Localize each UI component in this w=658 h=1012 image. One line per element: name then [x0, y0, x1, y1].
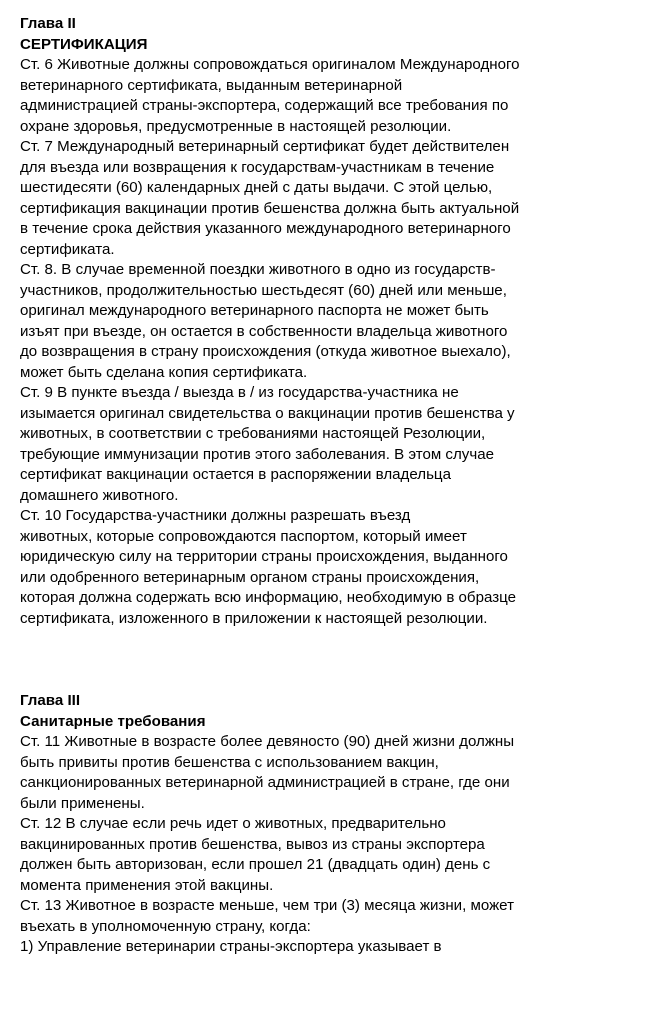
article-line: изымается оригинал свидетельства о вакцинации против бешенства у	[20, 404, 515, 422]
article-paragraph	[20, 260, 652, 383]
chapter-2-label: Глава II	[20, 15, 76, 32]
article-paragraph	[20, 137, 652, 260]
article-line: въехать в уполномоченную страну, когда:	[20, 917, 311, 935]
article-paragraph	[20, 55, 652, 137]
article-line: для въезда или возвращения к государствам-участникам в течение	[20, 158, 495, 176]
article-line: требующие иммунизации против этого заболевания. В этом случае	[20, 445, 494, 463]
article-line: Ст. 10 Государства-участники должны разрешать въезд	[20, 507, 411, 524]
article-line: изъят при въезде, он остается в собственности владельца животного	[20, 322, 508, 340]
section-gap	[20, 629, 652, 691]
document-page	[20, 14, 652, 958]
article-line: до возвращения в страну происхождения (откуда животное выехало),	[20, 343, 511, 360]
article-line: участников, продолжительностью шестьдесят (60) дней или меньше,	[20, 281, 507, 299]
article-paragraph	[20, 506, 652, 629]
article-line: момента применения этой вакцины.	[20, 876, 274, 894]
article-line: 1) Управление ветеринарии страны-экспортера указывает в	[20, 938, 442, 955]
article-line: животных, в соответствии с требованиями настоящей Резолюции,	[20, 425, 486, 442]
article-line: оригинал международного ветеринарного паспорта не может быть	[20, 302, 489, 319]
chapter-2-articles	[20, 55, 652, 629]
article-line: в течение срока действия указанного международного ветеринарного	[20, 220, 511, 237]
article-line: Ст. 6 Животные должны сопровождаться оригиналом Международного	[20, 56, 520, 73]
article-line: были применены.	[20, 794, 145, 812]
article-paragraph	[20, 814, 652, 896]
article-line: ветеринарного сертификата, выданным ветеринарной	[20, 76, 403, 94]
article-paragraph	[20, 896, 652, 958]
article-line: сертификата.	[20, 240, 115, 258]
article-line: сертификация вакцинации против бешенства должна быть актуальной	[20, 199, 520, 217]
article-line: домашнего животного.	[20, 486, 179, 504]
article-line: юридическую силу на территории страны происхождения, выданного	[20, 548, 508, 565]
article-line: Ст. 9 В пункте въезда / выезда в / из государства-участника не	[20, 384, 459, 401]
article-line: Ст. 13 Животное в возрасте меньше, чем три (3) месяца жизни, может	[20, 897, 514, 914]
article-line: вакцинированных против бешенства, вывоз из страны экспортера	[20, 835, 485, 853]
chapter-2	[20, 14, 652, 629]
article-line: Ст. 7 Международный ветеринарный сертификат будет действителен	[20, 138, 510, 155]
article-line: администрацией страны-экспортера, содержащий все требования по	[20, 97, 509, 114]
article-line: сертификат вакцинации остается в распоряжении владельца	[20, 466, 451, 483]
article-line: может быть сделана копия сертификата.	[20, 363, 308, 381]
article-line: животных, которые сопровождаются паспортом, который имеет	[20, 527, 467, 545]
article-line: охране здоровья, предусмотренные в настоящей резолюции.	[20, 117, 452, 135]
article-line: должен быть авторизован, если прошел 21 (двадцать один) день с	[20, 856, 491, 873]
article-line: которая должна содержать всю информацию, необходимую в образце	[20, 589, 516, 606]
article-line: или одобренного ветеринарным органом страны происхождения,	[20, 568, 480, 586]
chapter-3-title: Санитарные требования	[20, 712, 206, 730]
article-paragraph	[20, 732, 652, 814]
chapter-3-articles	[20, 732, 652, 958]
article-line: быть привиты против бешенства с использованием вакцин,	[20, 753, 439, 771]
article-line: Ст. 8. В случае временной поездки животного в одно из государств-	[20, 261, 496, 278]
chapter-2-title: СЕРТИФИКАЦИЯ	[20, 35, 148, 53]
article-line: сертификата, изложенного в приложении к настоящей резолюции.	[20, 609, 488, 627]
article-paragraph	[20, 383, 652, 506]
chapter-3-label: Глава III	[20, 692, 81, 709]
article-line: санкционированных ветеринарной администрацией в стране, где они	[20, 774, 510, 791]
article-line: шестидесяти (60) календарных дней с даты выдачи. С этой целью,	[20, 179, 493, 196]
article-line: Ст. 12 В случае если речь идет о животных, предварительно	[20, 815, 446, 832]
article-line: Ст. 11 Животные в возрасте более девяносто (90) дней жизни должны	[20, 733, 515, 750]
chapter-3	[20, 691, 652, 958]
